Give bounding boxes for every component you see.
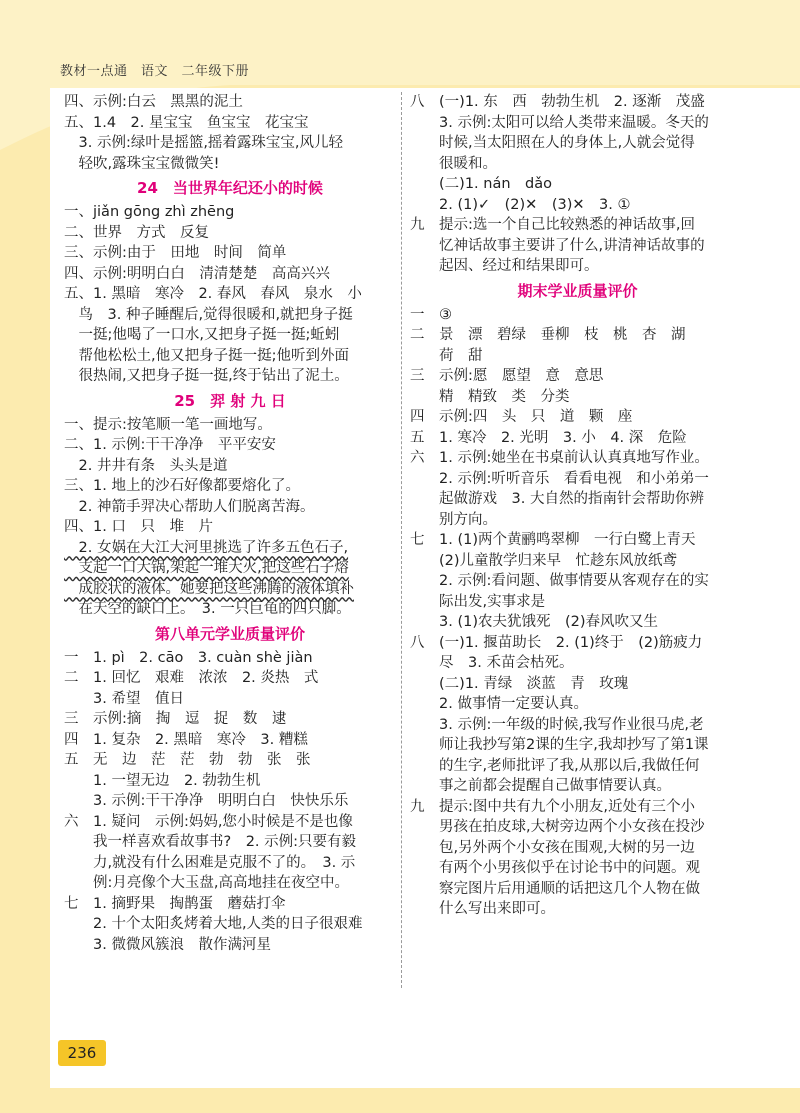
answer-line: 九 提示:选一个自己比较熟悉的神话故事,回 [410,217,695,233]
answer-line: 2. 示例:听听音乐 看看电视 和小弟弟一 [410,470,709,487]
answer-line: 例:月亮像个大玉盘,高高地挂在夜空中。 [64,875,349,891]
answer-line: 力,就没有什么困难是克服不了的。 3. 示 [64,854,356,871]
answer-line: 四 示例:四 头 只 道 颗 座 [410,409,633,425]
left-column [64,92,396,955]
answer-line: 轻吹,露珠宝宝微微笑! [64,155,220,172]
answer-line: 3. 示例:干干净净 明明白白 快快乐乐 [64,793,349,809]
answer-line: 二 1. 回忆 艰难 浓浓 2. 炎热 式 [64,670,319,686]
answer-line: 3. 示例:绿叶是摇篮,摇着露珠宝宝,风儿轻 [64,135,344,151]
answer-line: 七 1. 摘野果 掏鹊蛋 蘑菇打伞 [64,895,286,912]
underlined-text: 成胶状的液体。她要把这些沸腾的液体填补 [64,580,354,597]
answer-line: 3. 示例:太阳可以给人类带来温暖。冬天的 [410,114,709,131]
answer-line: 鸟 3. 种子睡醒后,觉得很暖和,就把身子挺 [64,306,353,323]
answer-line: 忆神话故事主要讲了什么,讲清神话故事的 [410,237,705,254]
answer-line: 九 提示:图中共有九个小朋友,近处有三个小 [410,798,695,815]
answer-line: 一、jiǎn gōng zhì zhēng [64,204,235,220]
answer-line: 三、示例:由于 田地 时间 简单 [64,245,287,261]
answer-line: 什么写出来即可。 [410,901,555,917]
answer-line: (二)1. nán dǎo [410,176,552,192]
answer-line: 五 1. 寒冷 2. 光明 3. 小 4. 深 危险 [410,429,687,446]
answer-line: 三、1. 地上的沙石好像都要熔化了。 [64,478,300,494]
answer-line: 二、世界 方式 反复 [64,224,209,241]
answer-line: 三 示例:愿 愿望 意 意思 [410,368,604,384]
answer-line: 二、1. 示例:干干净净 平平安安 [64,437,276,453]
answer-line: 事之前都会提醒自己做事情要认真。 [410,778,671,794]
answer-line: 很热闹,又把身子挺一挺,终于钻出了泥土。 [64,368,349,384]
answer-line: 2. 做事情一定要认真。 [410,696,588,712]
column-divider [401,92,402,988]
answer-line: 尽 3. 禾苗会枯死。 [410,655,574,671]
answer-line: 五 无 边 茫 茫 勃 勃 张 张 [64,752,311,768]
answer-line: 起做游戏 3. 大自然的指南针会帮助你辨 [410,491,704,507]
answer-line [64,538,396,559]
section-heading: 24 当世界年纪还小的时候 [137,179,323,197]
answer-line: 八 (一)1. 东 西 勃勃生机 2. 逐渐 茂盛 [410,94,705,110]
answer-line: 时候,当太阳照在人的身体上,人就会觉得 [410,135,695,151]
answer-line: 我一样喜欢看故事书? 2. 示例:只要有毅 [64,834,357,850]
answer-line: 一挺;他喝了一口水,又把身子挺一挺;蚯蚓 [64,327,340,343]
answer-line: 六 1. 示例:她坐在书桌前认认真真地写作业。 [410,450,709,466]
section-heading: 第八单元学业质量评价 [154,624,305,643]
answer-line: 四 1. 复杂 2. 黑暗 寒冷 3. 糟糕 [64,731,308,748]
answer-line: 1. 一望无边 2. 勃勃生机 [64,772,261,789]
answer-line: 四、1. 口 只 堆 片 [64,519,213,535]
answer-line: 一、提示:按笔顺一笔一画地写。 [64,416,272,433]
answer-line: 二 景 漂 碧绿 垂柳 枝 桃 杏 湖 [410,327,686,343]
answer-line: 的生字,老师批评了我,从那以后,我做任何 [410,757,700,774]
answer-line: 2. (1)✓ (2)✕ (3)✕ 3. ① [410,196,631,213]
answer-line: 七 1. (1)两个黄鹂鸣翠柳 一行白鹭上青天 [410,532,696,548]
answer-line: (二)1. 青绿 淡蓝 青 玫瑰 [410,675,629,692]
running-header: 教材一点通 语文 二年级下册 [60,64,250,79]
answer-line: 很暖和。 [410,155,497,172]
answer-line: 六 1. 疑问 示例:妈妈,您小时候是不是也像 [64,813,353,830]
answer-line: (2)儿童散学归来早 忙趁东风放纸鸢 [410,552,678,569]
answer-line: 2. 神箭手羿决心帮助人们脱离苦海。 [64,498,315,515]
answer-line: 起因、经过和结果即可。 [410,258,599,274]
answer-line: 荷 甜 [410,347,483,364]
answer-line [64,558,396,579]
answer-line: 3. (1)农夫犹饿死 (2)春风吹又生 [410,614,659,630]
answer-line: 2. 井井有条 头头是道 [64,457,228,474]
answer-line: 3. 示例:一年级的时候,我写作业很马虎,老 [410,716,704,733]
answer-line: 在天空的缺口上。 3. 一只巨龟的四只脚。 [64,601,351,617]
answer-line: 男孩在拍皮球,大树旁边两个小女孩在投沙 [410,819,705,835]
answer-line: 有两个小男孩似乎在讨论书中的问题。观 [410,860,700,876]
answer-line: 3. 希望 值日 [64,690,184,707]
answer-line: 一 1. pì 2. cāo 3. cuàn shè jiàn [64,649,313,666]
answer-line: 四、示例:白云 黑黑的泥土 [64,94,243,110]
page-number: 236 [58,1040,106,1066]
answer-line: 包,另外两个小女孩在围观,大树的另一边 [410,839,695,856]
answer-line: 帮他松松土,他又把身子挺一挺;他听到外面 [64,347,349,364]
answer-line: 师让我抄写第2课的生字,我却抄写了第1课 [410,737,709,753]
right-column [410,92,745,920]
section-heading: 期末学业质量评价 [517,281,638,300]
answer-line: 五、1. 黑暗 寒冷 2. 春风 春风 泉水 小 [64,286,362,302]
answer-line: 2. 示例:看问题、做事情要从客观存在的实 [410,573,709,589]
underlined-text: 2. 女娲在大江大河里挑选了许多五色石子, [64,539,349,556]
answer-line: 2. 十个太阳炙烤着大地,人类的日子很艰难 [64,916,363,932]
answer-line: 3. 微微风簇浪 散作满河星 [64,936,271,953]
answer-line: 四、示例:明明白白 清清楚楚 高高兴兴 [64,265,330,282]
answer-line: 八 (一)1. 揠苗助长 2. (1)终于 (2)筋疲力 [410,634,703,651]
underlined-text: 支起一口大锅,架起一堆大火,把这些石子熔 [64,560,349,576]
answer-line: 精 精致 类 分类 [410,388,570,405]
answer-line: 五、1.4 2. 星宝宝 鱼宝宝 花宝宝 [64,114,309,131]
answer-line [64,579,396,600]
answer-line: 际出发,实事求是 [410,593,546,610]
answer-line: 别方向。 [410,511,497,528]
section-heading: 25 羿 射 九 日 [174,391,286,410]
answer-line: 三 示例:摘 掏 逗 捉 数 逮 [64,711,287,727]
answer-line: 一 ③ [410,306,452,323]
answer-line: 察完图片后用通顺的话把这几个人物在做 [410,880,700,897]
